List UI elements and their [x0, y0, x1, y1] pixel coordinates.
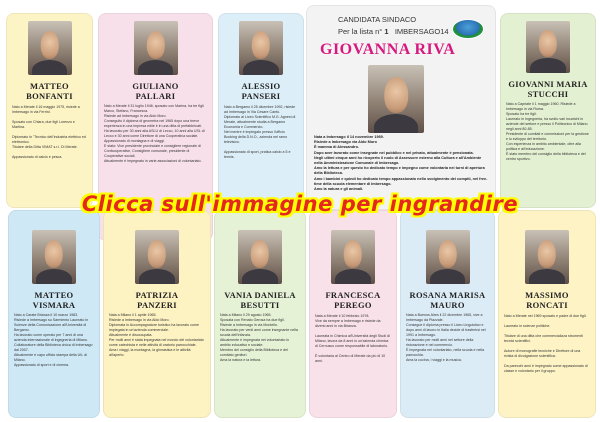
candidate-bio: Nata a Merate il 10 febbraio 1978. Vive da sempre a Imbersago e risiede da diversi anni in via Brianza. Laureata in Chimica all'Università degli Studi di Milano, lavora da 8 anni in un'azienda chimica di Cernusco come responsabile di laboratorio. È volontaria al Centro di Merate da più di 10 anni. — [315, 314, 390, 363]
candidate-photo — [239, 21, 283, 75]
candidate-photo — [526, 21, 570, 73]
candidate-name: ALESSIO PANSERI — [241, 81, 281, 101]
candidate-photo — [525, 230, 569, 284]
mayor-candidate-photo — [368, 65, 424, 133]
candidate-name: MASSIMO RONCATI — [525, 290, 569, 310]
candidate-name: VANIA DANIELA BESUTTI — [224, 290, 296, 310]
list-logo-icon — [452, 19, 484, 39]
candidate-bio: Nato a Merate il 16 maggio 1975, risiede a Imbersago in via Ferrini. Sposato con Chiara, due figli Lorenzo e Martina. Diplomato in "Tecnico dell'industria elettrico ed elettronico. Titolare della Ditta VIMAT s.r.l. Di Merate. Appassionato di calcio e pesca. — [12, 105, 86, 159]
candidate-card-mauro[interactable] — [400, 210, 495, 418]
candidate-name: MATTEO BONFANTI — [26, 81, 73, 101]
header-line2: Per la lista n° 1 IMBERSAGO14 — [338, 27, 449, 36]
candidate-bio: Nato a Merate il 31 luglio 1946, sposato con Marina, ha tre figli Marco, Stefano, Francesca. Risiede ad Imbersago in via Aldo Moro. Conseguito il diploma di geometra nel 1965 dopo una breve esperienza in una impresa edile è in una ditta di prefabbricati. Ha lavorato per 30 anni alla ASLU di Lecco, 10 anni alla USL di Lecco e 30 anni come Direttore di una Cooperativa sociale. Appassionato di montagna e di viaggi. E stato: Vice presidente provinciale e consigliere regionale di Confcooperative, Consigliere comunale, presidente di Cooperative sociali. Attualmente è impegnato in varie associazioni di volontariato. — [104, 104, 205, 163]
candidate-card-bonfanti[interactable] — [6, 13, 93, 208]
candidate-card-panseri[interactable] — [218, 13, 304, 208]
candidate-card-panzeri[interactable] — [103, 210, 211, 418]
candidate-photo — [28, 21, 72, 75]
candidate-name: FRANCESCA PEREGO — [325, 290, 381, 310]
candidate-name: GIULIANO PALLARI — [132, 81, 179, 101]
candidate-bio: Nato a Merate nel 1969 sposato e padre di due figli. Laureato in scienze politiche. Titolare di una ditta che commercializza strumenti tecnici scientifici. Autore di monografie tecniche e Direttore di una rivista di divulgazione scientifica. Da parecchi anni è impegnato come appassionato di classe e volontario per il gruppo. — [504, 314, 588, 373]
candidate-card-vismara[interactable] — [8, 210, 100, 418]
mayor-candidate-card[interactable] — [306, 5, 496, 210]
header-line1: CANDIDATA SINDACO — [338, 15, 417, 24]
candidate-bio: Nato a Bergamo il 25 dicembre 1992, risiede ad Imbersago in Via Cesare Cantù. Diplomato al Liceo Scientifico M.G. Agnesi di Merate, attualmente studia a Bergamo Economia e Commercio. Nel mentre è impiegato presso l'ufficio Booking della D.N.O., azienda nel ramo televisivo. Appassionato di sport, pratica calcio a 5 e tennis. — [224, 105, 296, 159]
candidate-card-besutti[interactable] — [214, 210, 306, 418]
candidate-bio: Nata a Buenos Aires il 22 dicembre 1965, vive a Imbersago da Piazzale. Consegue il diploma presso il Liceo Linguistico e dopo anni di lavoro in Italia decide di trasferirsi nel 1991 a Imbersago. Ha lavorato per molti anni nel settore della ristorazione e nel commercio. È impegnata nel volontariato, nella scuola e nella parrocchia. Ama la cucina, i viaggi e la musica. — [406, 313, 486, 362]
candidate-bio: Nato a Carate Brianza il 10 marzo 1983. Risiede a Imbersago su Sarmiento Laureato in Scienze della Comunicazione all'Università di Bergamo. Ha lavorato come operaio per 7 anni di una azienda internazionale di ingegneria di Milano. Collaboratore della Biblioteca civica di Imbersago dal 2007. Attualmente è capo ufficio stampa della UIL di Milano. Appassionato di sport e di cinema. — [14, 313, 93, 367]
candidate-photo — [331, 230, 375, 284]
mayor-candidate-name: GIOVANNA RIVA — [320, 41, 456, 58]
candidate-photo — [426, 230, 470, 284]
candidate-photo — [134, 21, 178, 75]
candidate-photo — [135, 230, 179, 284]
candidate-bio: Nato a Capriate il 1 maggio 1960. Risiede a Imbersago in via Roma. Sposato ha tre figli. Laureato in Ingegneria, ha svolto vari incarichi in aziende del settore e presso il Politecnico di Milano negli anni 80-85. Presidente di comitati e commissioni per la gestione e lo sviluppo del territorio. Con esperienza in ambito ambientale, oltre alla politica e all'educazione. È stato membro del consiglio della biblioteca e del centro sportivo. — [506, 102, 589, 161]
candidate-card-perego[interactable] — [309, 210, 397, 418]
candidate-photo — [238, 230, 282, 284]
candidate-name: PATRIZIA PANZERI — [135, 290, 179, 310]
candidate-bio: Nata a Milano il 29 agosto 1965. Sposata con Renato Gerosa ha due figli. Risiede a Imbersago in via Montello. Ha lavorato per venti anni come insegnante nella scuola dell'infanzia. Attualmente è impegnata nel volontariato in ambito educativo e sociale. Membro del consiglio della Biblioteca e del comitato genitori. Ama la natura e la lettura. — [220, 313, 298, 362]
candidate-bio: Nata a Milano il 1 aprile 1965. Risiede a Imbersago in via Aldo Moro. Diplomata in Accompagnatore turistico ha lavorato come impiegata in un'azienda commerciale. Attualmente è disoccupata. Per molti anni è stata impegnata nel mondo del volontariato come catechista e nelle attività di oratorio parrocchiale. Ama i viaggi, la montagna, la ginnastica e le attività all'aperto. — [109, 313, 204, 357]
candidate-card-stucchi[interactable] — [500, 13, 596, 208]
candidate-card-roncati[interactable] — [498, 210, 596, 418]
enlarge-banner[interactable]: Clicca sull'immagine per ingrandire — [81, 192, 519, 216]
candidate-name: GIOVANNI MARIA STUCCHI — [508, 79, 588, 99]
candidate-name: MATTEO VISMARA — [32, 290, 76, 310]
candidate-name: ROSANA MARISA MAURO — [409, 290, 486, 310]
mayor-candidate-bio: Nata a Imbersago il 14 novembre 1969. Risiede a Imbersago via Aldo Moro È mamma di Alessandro. Dopo aver lavorato come insegnate nel pubblico e nel privato, attualmente è pensionata. Negli ultimi cinque anni ho ricoperto il ruolo di Assessore esterno alla Cultura e all'Ambiente nella Amministrazione Comunale di Imbersago. Amo la lettura e per questo ho dedicato tempo e impegno come volontaria nei turni di apertura della Biblioteca. Amo i bambini e quindi ho dedicato tempo appassionato nello svolgimento dei compiti, nel free-time della scuola elementare di Imbersago. Amo la natura e gli animali. — [314, 135, 488, 192]
candidate-photo — [32, 230, 76, 284]
